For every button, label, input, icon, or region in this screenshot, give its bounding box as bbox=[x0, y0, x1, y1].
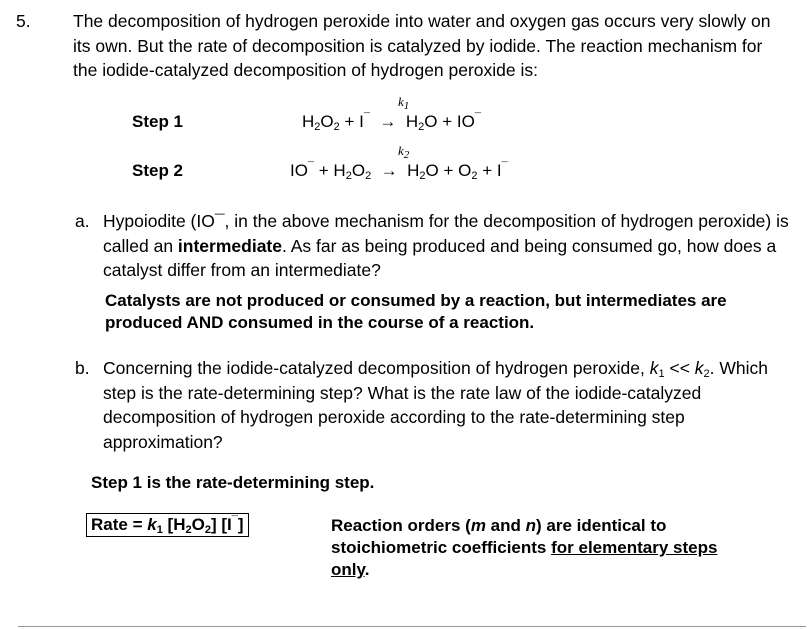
step2-equation: $IO^¯ + H_2O_2 \to H_2O + O_2 + I^¯$ bbox=[290, 161, 508, 182]
reaction-arrow: → bbox=[380, 161, 398, 180]
step2-rate-constant: $k_2$ bbox=[398, 143, 410, 161]
question-number: 5. bbox=[16, 11, 31, 31]
step1-label: Step 1 bbox=[132, 112, 184, 131]
bottom-divider bbox=[18, 626, 806, 627]
question-intro: The decomposition of hydrogen peroxide into water and oxygen gas occurs very slowly on its own. But the rate of decomposition is catalyzed by iodide. The reaction mechanism for the iodide-catalyzed decomposition of hydrogen peroxide is: bbox=[73, 11, 771, 80]
part-b-answer-step: Step 1 is the rate-determining step. bbox=[91, 473, 375, 492]
rate-law-box: Rate = $k_1$ $[H_2O_2]$ [I¯] bbox=[86, 513, 249, 537]
part-a-answer: Catalysts are not produced or consumed by a reaction, but intermediates are produced AND consumed in the course of a reaction. bbox=[105, 291, 727, 332]
part-a-letter: a. bbox=[75, 211, 90, 231]
reaction-order-note: Reaction orders (m and n) are identical to stoichiometric coefficients for elementary steps only. bbox=[331, 516, 718, 579]
part-a-question: Hypoiodite (IO¯, in the above mechanism for the decomposition of hydrogen peroxide) is called an intermediate. As far as being produced and being consumed go, how does a catalyst differ from an intermediate? bbox=[103, 211, 789, 280]
step2-label: Step 2 bbox=[132, 161, 184, 180]
step1-equation: $H_2O_2 + I^¯ \to H_2O + IO^¯$ bbox=[302, 112, 481, 133]
part-b-letter: b. bbox=[75, 358, 90, 378]
step1-rate-constant: $k_1$ bbox=[398, 94, 410, 112]
part-b-question: Concerning the iodide-catalyzed decomposition of hydrogen peroxide, $k_1 << k_2$. Which step is the rate-determining step? What is the rate law of the iodide-catalyzed decomposition of hydrogen peroxide according to the rate-determining step approximation? bbox=[103, 358, 769, 452]
reaction-arrow: → bbox=[379, 112, 397, 131]
